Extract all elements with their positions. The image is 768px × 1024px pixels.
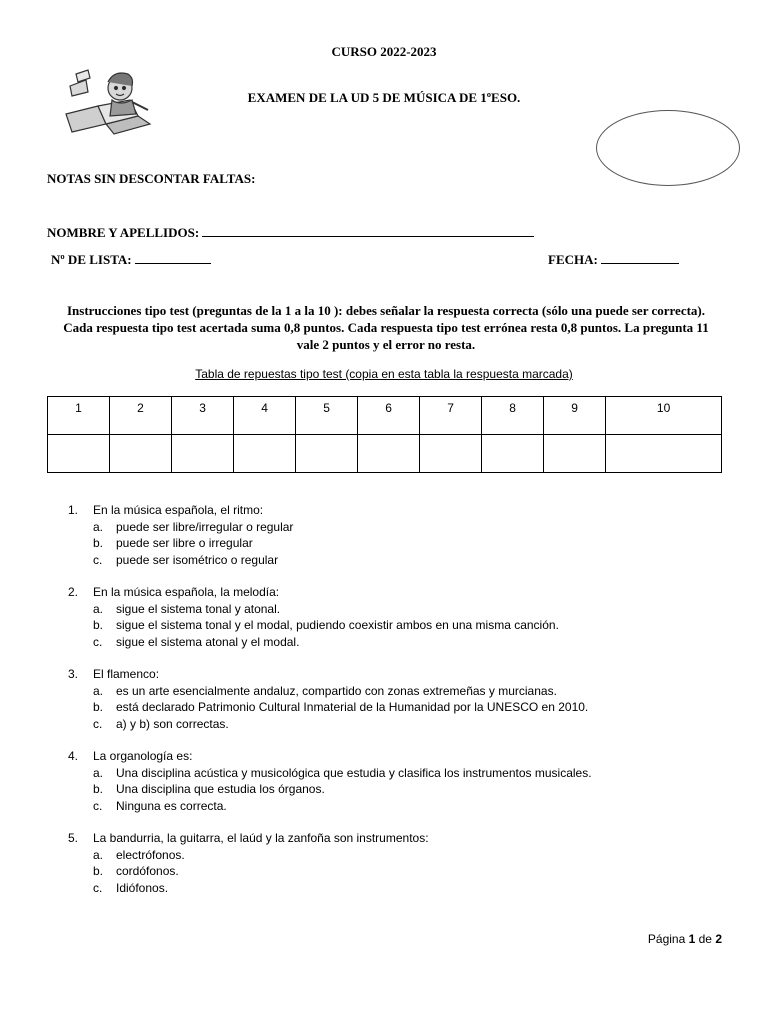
option-letter: b. — [93, 536, 104, 550]
option-letter: a. — [93, 765, 104, 780]
answer-table-header-row — [48, 397, 722, 435]
notas-label: NOTAS SIN DESCONTAR FALTAS: — [47, 171, 256, 186]
question-heading — [68, 830, 728, 847]
exam-title: EXAMEN DE LA UD 5 DE MÚSICA DE 1ºESO. — [247, 90, 521, 105]
question-heading — [68, 584, 728, 601]
question-heading — [68, 666, 728, 683]
question-heading — [68, 748, 728, 765]
question-text: En la música española, el ritmo: — [93, 503, 264, 517]
answer-cell[interactable] — [420, 435, 482, 473]
answer-cell[interactable] — [482, 435, 544, 473]
option-text: Ninguna es correcta. — [116, 798, 227, 813]
option-text: a) y b) son correctas. — [116, 716, 229, 731]
question-text: El flamenco: — [93, 667, 160, 681]
answer-option[interactable] — [68, 798, 728, 815]
option-text: sigue el sistema tonal y el modal, pudiendo coexistir ambos en una misma canción. — [116, 618, 559, 632]
option-text: sigue el sistema atonal y el modal. — [116, 634, 300, 649]
fecha-line[interactable] — [601, 251, 679, 264]
answer-cell[interactable] — [296, 435, 358, 473]
option-letter: a. — [93, 847, 104, 862]
answer-option[interactable] — [68, 617, 728, 634]
answer-column-header: 7 — [420, 397, 482, 435]
fecha-label: FECHA: — [548, 252, 598, 267]
answer-column-header: 3 — [172, 397, 234, 435]
fecha-field[interactable] — [548, 251, 679, 268]
answer-option[interactable] — [68, 847, 728, 864]
answer-column-header: 5 — [296, 397, 358, 435]
course-year: CURSO 2022-2023 — [331, 44, 437, 59]
answer-option[interactable] — [68, 716, 728, 733]
question-number: 2. — [68, 585, 79, 599]
answer-column-header: 6 — [358, 397, 420, 435]
answer-column-header: 4 — [234, 397, 296, 435]
option-text: puede ser isométrico o regular — [116, 552, 279, 567]
page-prefix: Página — [647, 932, 689, 946]
option-text: Una disciplina acústica y musicológica que estudia y clasifica los instrumentos musicales. — [116, 765, 592, 780]
answer-option[interactable] — [68, 535, 728, 552]
question-list — [68, 502, 728, 912]
question-text: En la música española, la melodía: — [93, 585, 280, 599]
option-text: es un arte esencialmente andaluz, compartido con zonas extremeñas y murcianas. — [116, 683, 557, 698]
answer-option[interactable] — [68, 552, 728, 569]
answer-cell[interactable] — [110, 435, 172, 473]
question-text: La bandurria, la guitarra, el laúd y la zanfoña son instrumentos: — [93, 831, 429, 845]
answer-option[interactable] — [68, 519, 728, 536]
lista-field[interactable] — [51, 251, 211, 268]
answer-option[interactable] — [68, 683, 728, 700]
instructions: Instrucciones tipo test (preguntas de la 1 a la 10 ): debes señalar la respuesta correcta (sólo una puede ser correcta). Cada respuesta tipo test acertada suma 0,8 puntos. Cada respuesta tipo test errónea resta 0,8 puntos. La pregunta 11 vale 2 puntos y el error no resta. — [63, 303, 709, 352]
question-item — [68, 502, 728, 568]
answer-table — [47, 396, 722, 473]
question-text: La organología es: — [93, 749, 193, 763]
question-heading — [68, 502, 728, 519]
option-letter: c. — [93, 880, 103, 895]
question-item — [68, 830, 728, 896]
answer-cell[interactable] — [544, 435, 606, 473]
question-number: 3. — [68, 667, 79, 681]
option-letter: c. — [93, 716, 103, 731]
answer-option[interactable] — [68, 699, 728, 716]
answer-cell[interactable] — [358, 435, 420, 473]
answer-column-header: 1 — [48, 397, 110, 435]
question-number: 4. — [68, 749, 79, 763]
option-text: Una disciplina que estudia los órganos. — [116, 782, 325, 796]
option-letter: c. — [93, 798, 103, 813]
option-letter: a. — [93, 601, 104, 616]
answer-column-header: 2 — [110, 397, 172, 435]
answer-column-header: 8 — [482, 397, 544, 435]
option-letter: c. — [93, 634, 103, 649]
answer-column-header: 9 — [544, 397, 606, 435]
lista-line[interactable] — [135, 251, 211, 264]
answer-cell[interactable] — [48, 435, 110, 473]
answer-column-header: 10 — [606, 397, 722, 435]
option-text: cordófonos. — [116, 864, 179, 878]
nombre-line[interactable] — [202, 224, 534, 237]
option-text: puede ser libre/irregular o regular — [116, 519, 294, 534]
answer-table-answer-row — [48, 435, 722, 473]
option-letter: a. — [93, 519, 104, 534]
answer-cell[interactable] — [172, 435, 234, 473]
option-letter: b. — [93, 618, 104, 632]
option-letter: b. — [93, 700, 104, 714]
option-text: está declarado Patrimonio Cultural Inmaterial de la Humanidad por la UNESCO en 2010. — [116, 700, 589, 714]
question-item — [68, 666, 728, 732]
option-text: sigue el sistema tonal y atonal. — [116, 601, 281, 616]
option-text: puede ser libre o irregular — [116, 536, 253, 550]
nombre-field[interactable] — [47, 224, 534, 241]
page-middle: de — [695, 932, 716, 946]
question-number: 5. — [68, 831, 79, 845]
option-letter: b. — [93, 782, 104, 796]
answer-option[interactable] — [68, 601, 728, 618]
answer-cell[interactable] — [234, 435, 296, 473]
answer-option[interactable] — [68, 781, 728, 798]
question-number: 1. — [68, 503, 79, 517]
question-item — [68, 584, 728, 650]
nombre-label: NOMBRE Y APELLIDOS: — [47, 225, 200, 240]
grade-ellipse — [596, 110, 740, 186]
option-text: electrófonos. — [116, 847, 185, 862]
page-number — [648, 932, 722, 946]
page-total: 2 — [715, 932, 722, 946]
answer-option[interactable] — [68, 863, 728, 880]
question-item — [68, 748, 728, 814]
option-letter: a. — [93, 683, 104, 698]
option-letter: b. — [93, 864, 104, 878]
lista-label: Nº DE LISTA: — [51, 252, 132, 267]
answer-option[interactable] — [68, 634, 728, 651]
answer-cell[interactable] — [606, 435, 722, 473]
answer-option[interactable] — [68, 765, 728, 782]
option-text: Idiófonos. — [116, 880, 169, 895]
answer-table-title: Tabla de repuestas tipo test (copia en esta tabla la respuesta marcada) — [195, 367, 573, 381]
option-letter: c. — [93, 552, 103, 567]
page-current: 1 — [688, 932, 696, 946]
answer-option[interactable] — [68, 880, 728, 897]
